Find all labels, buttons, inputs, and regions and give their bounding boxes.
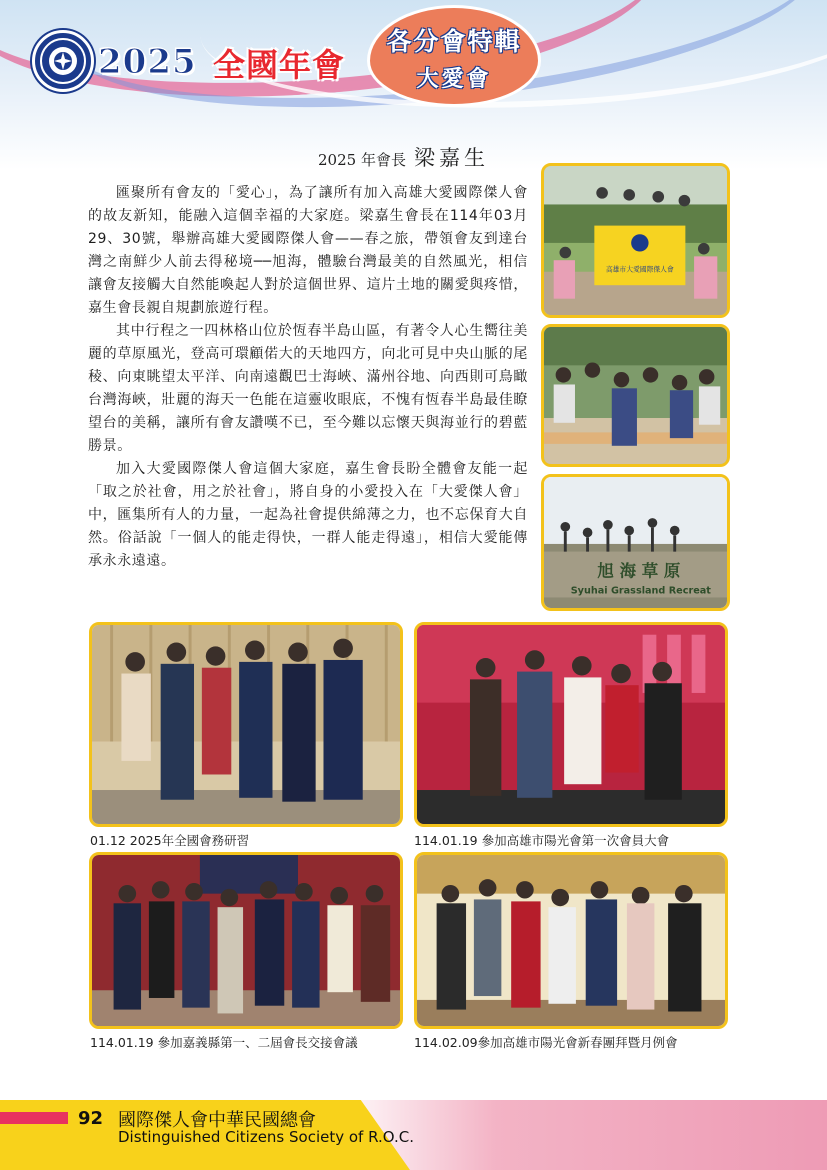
chapter-name: 大愛會 — [416, 67, 492, 92]
section-badge — [370, 8, 538, 104]
org-name-zh: 國際傑人會中華民國總會 — [118, 1110, 316, 1131]
header-title: 全國年會 — [213, 46, 346, 84]
header-year: 2025 — [98, 42, 197, 82]
org-name-en: Distinguished Citizens Society of R.O.C. — [118, 1128, 414, 1146]
photo-group-banner — [541, 163, 730, 318]
banner-text: 高雄市大愛國際傑人會 — [605, 265, 674, 274]
article-paragraph: 加入大愛國際傑人會這個大家庭，嘉生會長盼全體會友能一起「取之於社會，用之於社會」，將自身的小愛投入在「大愛傑人會」中，匯集所有人的力量，一起為社會提供綿薄之力，也不忘保育大自然。俗話說「一個人的能走得快，一群人能走得遠」，相信大愛能傳承永永遠遠。 — [88, 461, 528, 569]
article-paragraph: 匯聚所有會友的「愛心」，為了讓所有加入高雄大愛國際傑人會的故友新知，能融入這個幸福的大家庭。梁嘉生會長在114年03月29、30號，舉辦高雄大愛國際傑人會——春之旅，帶領會友到達台灣之南鮮少人前去得秘境──旭海，體驗台灣最美的自然風光，相信讓會友接觸大自然能喚起人對於這個世界、這片土地的關愛與疼惜，嘉生會長親自規劃旅遊行程。 — [88, 185, 528, 316]
sign-text-en: Syuhai Grassland Recreat — [570, 585, 711, 597]
photo-syuhai-grassland — [541, 474, 730, 611]
society-logo-icon — [32, 30, 94, 92]
article-paragraph: 其中行程之一四林格山位於恆春半島山區，有著令人心生嚮往美麗的草原風光，登高可環顧偌大的天地四方，向北可見中央山脈的尾稜、向東眺望太平洋、向南遠觀巴士海峽、滿州谷地、向西則可鳥瞰台灣海峽，壯麗的海天一色能在這靈收眼底，不愧有恆春半島最佳瞭望台的美稱，讓所有會友讚嘆不已，至今難以忘懷天與海並行的碧藍勝景。 — [88, 323, 528, 454]
photo-national-seminar — [89, 622, 403, 827]
photo-caption: 114.01.19 參加高雄市陽光會第一次會員大會 — [414, 833, 670, 848]
section-title: 各分會特輯 — [386, 27, 522, 56]
photo-chiayi-handover — [89, 852, 403, 1029]
photo-sunshine-assembly — [414, 622, 728, 827]
photo-caption: 01.12 2025年全國會務研習 — [90, 833, 250, 848]
byline-role: 2025 年會長 — [318, 151, 406, 169]
article-body — [88, 182, 528, 573]
footer-pink-bar — [0, 1112, 68, 1124]
page-number: 92 — [78, 1108, 104, 1129]
photo-spring-gathering — [414, 852, 728, 1029]
photo-caption: 114.02.09參加高雄市陽光會新春團拜暨月例會 — [414, 1035, 678, 1050]
photo-caption: 114.01.19 參加嘉義縣第一、二屆會長交接會議 — [90, 1035, 358, 1050]
photo-group-dining — [541, 324, 730, 467]
sign-text: 旭 海 草 原 — [597, 561, 681, 581]
byline-name: 梁嘉生 — [413, 146, 489, 170]
byline — [318, 142, 489, 172]
